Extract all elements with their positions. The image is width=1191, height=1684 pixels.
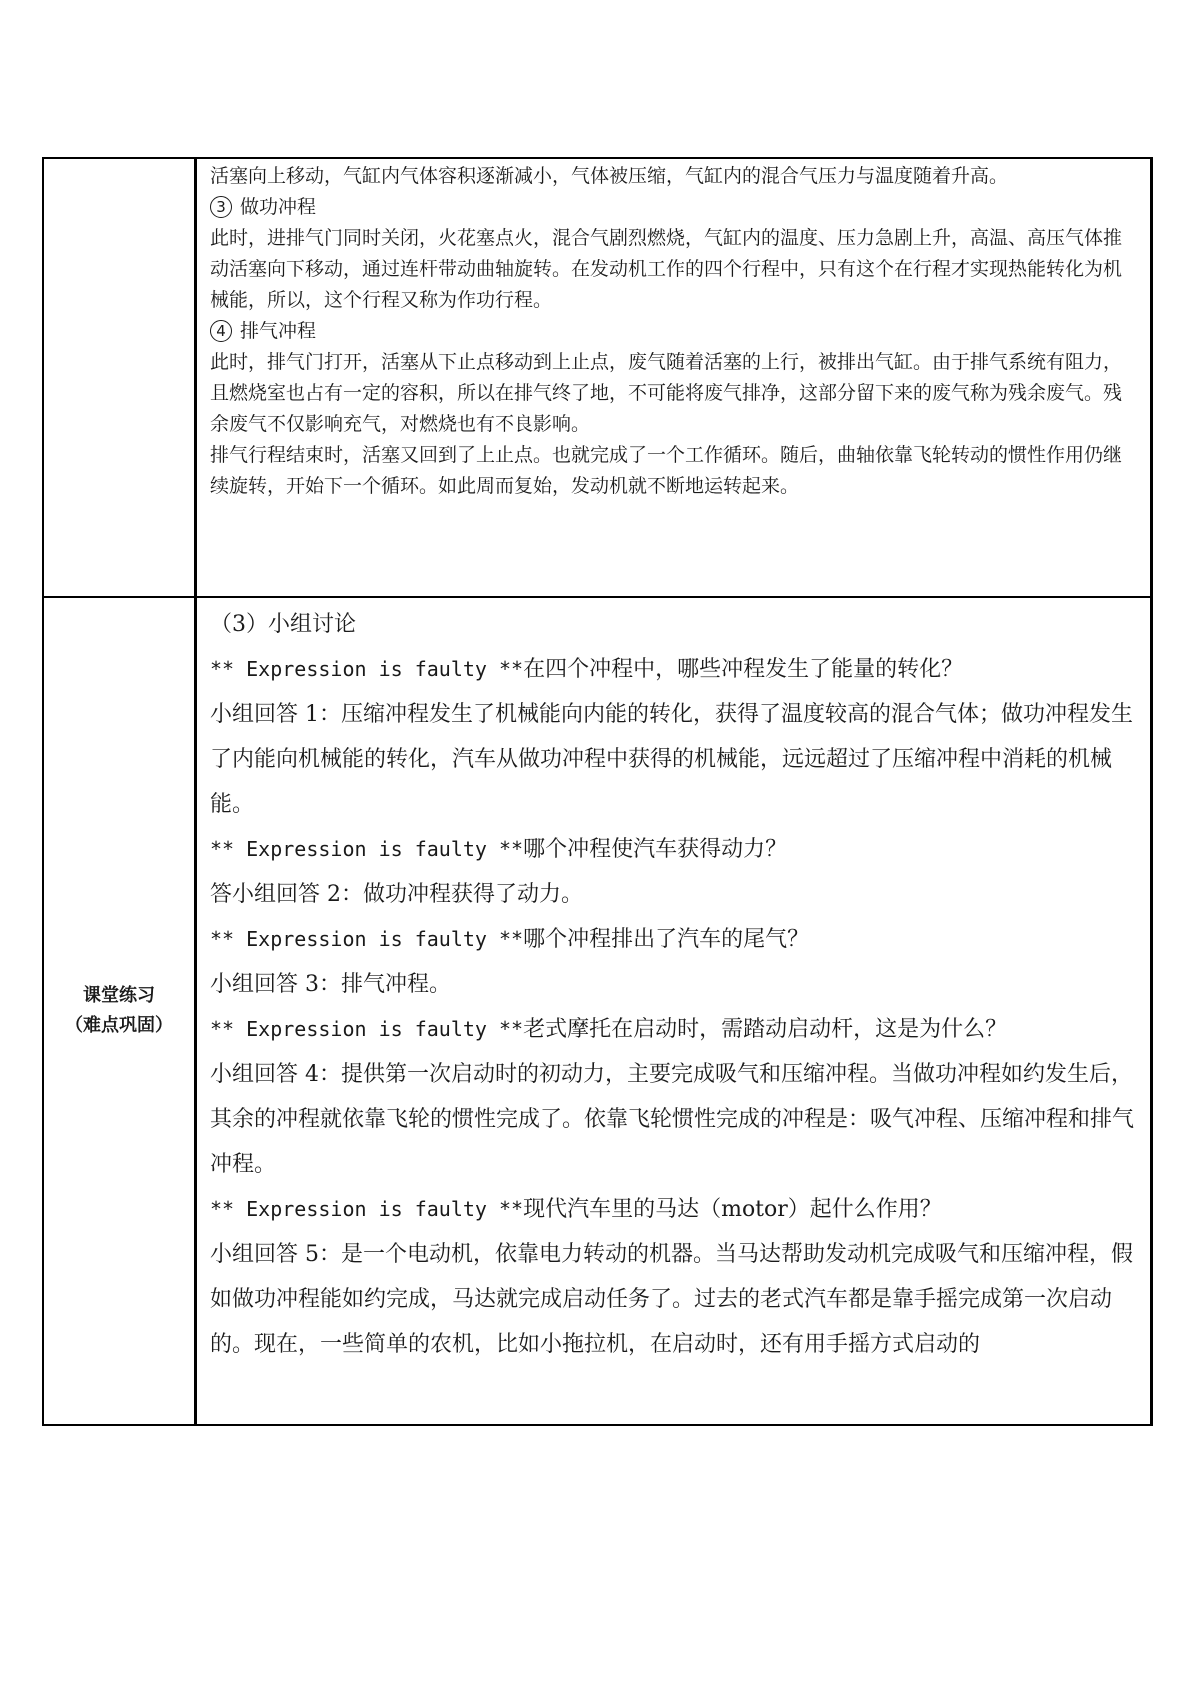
row-label-cell bbox=[42, 598, 197, 1424]
section-heading-text: 做功冲程 bbox=[240, 196, 317, 218]
section-heading-text: 排气冲程 bbox=[240, 320, 317, 342]
lesson-table bbox=[42, 157, 1153, 1426]
row-label-line: （难点巩固） bbox=[65, 1015, 173, 1036]
section-heading bbox=[210, 316, 1140, 347]
content-cell bbox=[197, 159, 1153, 596]
error-marker: ** Expression is faulty ** bbox=[210, 1017, 524, 1041]
circled-number: 4 bbox=[210, 320, 232, 342]
discussion-heading: （3）小组讨论 bbox=[210, 612, 356, 637]
content-cell bbox=[197, 598, 1153, 1424]
row-label-cell bbox=[42, 159, 197, 596]
question bbox=[210, 1007, 1140, 1052]
question-text: 老式摩托在启动时，需踏动启动杆，这是为什么？ bbox=[523, 1017, 1008, 1042]
row-label-line: 课堂练习 bbox=[83, 985, 155, 1006]
question-text: 现代汽车里的马达（motor）起什么作用？ bbox=[523, 1197, 942, 1222]
error-marker: ** Expression is faulty ** bbox=[210, 927, 524, 951]
section-heading bbox=[210, 192, 1140, 223]
question-text: 在四个冲程中，哪些冲程发生了能量的转化？ bbox=[523, 657, 964, 682]
paragraph: 此时，排气门打开，活塞从下止点移动到上止点，废气随着活塞的上行，被排出气缸。由于排气系统有阻力，且燃烧室也占有一定的容积，所以在排气终了地，不可能将废气排净，这部分留下来的废气称为残余废气。残余废气不仅影响充气，对燃烧也有不良影响。 bbox=[210, 351, 1123, 435]
question bbox=[210, 1187, 1140, 1232]
paragraph: 排气行程结束时，活塞又回到了上止点。也就完成了一个工作循环。随后，曲轴依靠飞轮转动的惯性作用仍继续旋转，开始下一个循环。如此周而复始，发动机就不断地运转起来。 bbox=[210, 444, 1123, 497]
paragraph: 此时，进排气门同时关闭，火花塞点火，混合气剧烈燃烧，气缸内的温度、压力急剧上升，高温、高压气体推动活塞向下移动，通过连杆带动曲轴旋转。在发动机工作的四个行程中，只有这个在行程才实现热能转化为机械能，所以，这个行程又称为作功行程。 bbox=[210, 227, 1123, 311]
row-label bbox=[65, 981, 173, 1041]
error-marker: ** Expression is faulty ** bbox=[210, 1197, 524, 1221]
paragraph: 活塞向上移动，气缸内气体容积逐渐减小，气体被压缩，气缸内的混合气压力与温度随着升高。 bbox=[210, 165, 1009, 187]
answer: 小组回答 4：提供第一次启动时的初动力，主要完成吸气和压缩冲程。当做功冲程如约发生后，其余的冲程就依靠飞轮的惯性完成了。依靠飞轮惯性完成的冲程是：吸气冲程、压缩冲程和排气冲程。 bbox=[210, 1062, 1135, 1177]
error-marker: ** Expression is faulty ** bbox=[210, 837, 524, 861]
question-text: 哪个冲程使汽车获得动力？ bbox=[523, 837, 788, 862]
answer: 答小组回答 2：做功冲程获得了动力。 bbox=[210, 882, 583, 907]
question bbox=[210, 647, 1140, 692]
answer: 小组回答 1：压缩冲程发生了机械能向内能的转化，获得了温度较高的混合气体；做功冲程发生了内能向机械能的转化，汽车从做功冲程中获得的机械能，远远超过了压缩冲程中消耗的机械能。 bbox=[210, 702, 1133, 817]
circled-number: 3 bbox=[210, 196, 232, 218]
question bbox=[210, 827, 1140, 872]
question bbox=[210, 917, 1140, 962]
table-row bbox=[42, 598, 1153, 1426]
question-text: 哪个冲程排出了汽车的尾气？ bbox=[523, 927, 810, 952]
table-row bbox=[42, 157, 1153, 598]
answer: 小组回答 5：是一个电动机，依靠电力转动的机器。当马达帮助发动机完成吸气和压缩冲程，假如做功冲程能如约完成，马达就完成启动任务了。过去的老式汽车都是靠手摇完成第一次启动的。现在，一些简单的农机，比如小拖拉机，在启动时，还有用手摇方式启动的 bbox=[210, 1242, 1133, 1357]
answer: 小组回答 3：排气冲程。 bbox=[210, 972, 451, 997]
error-marker: ** Expression is faulty ** bbox=[210, 657, 524, 681]
